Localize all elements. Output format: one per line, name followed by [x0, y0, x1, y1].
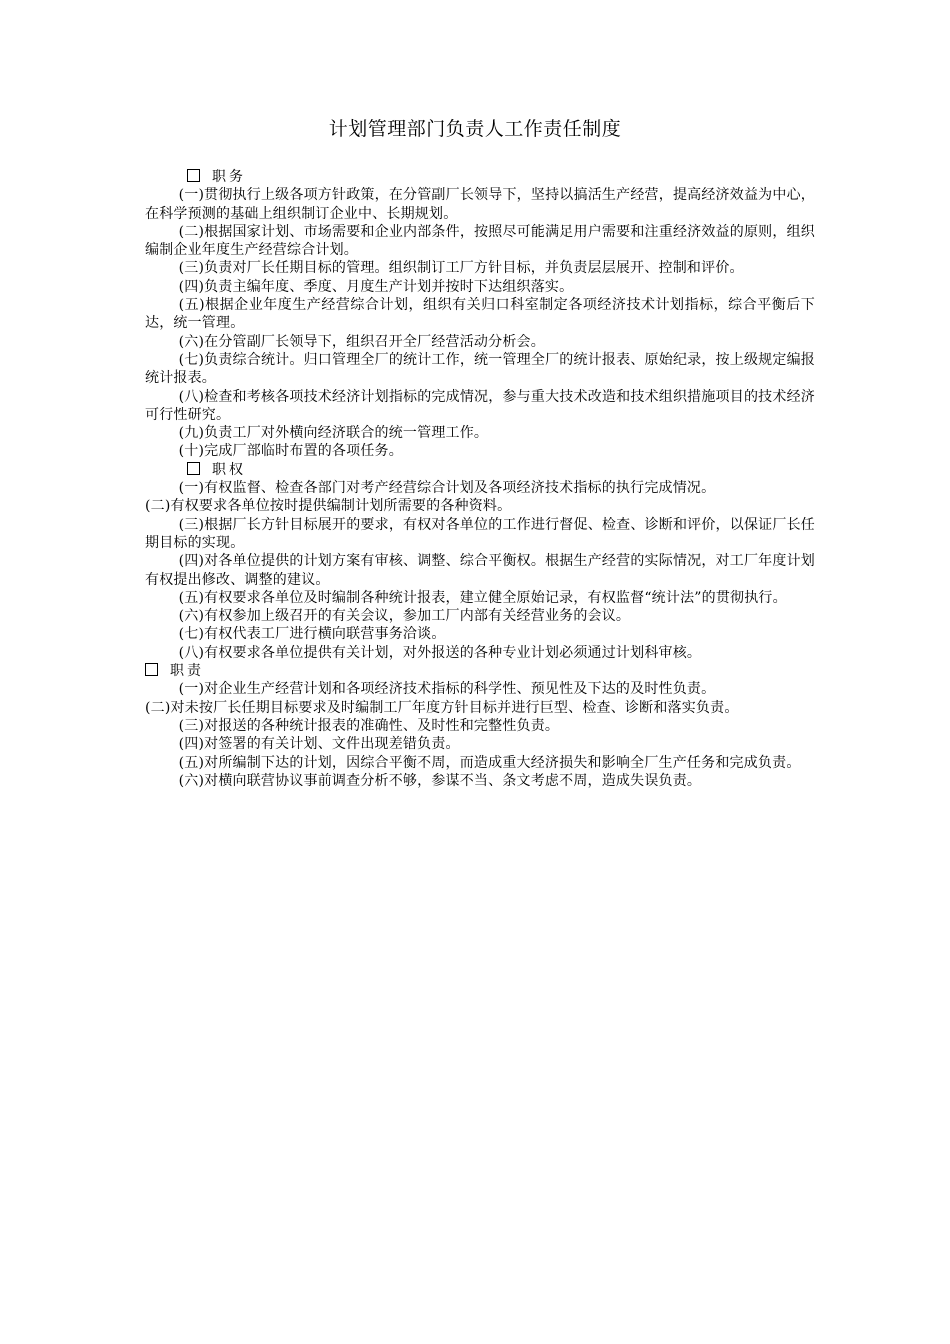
- checkbox-square-icon: [187, 169, 200, 182]
- paragraph-item: (八)检查和考核各项技术经济计划指标的完成情况，参与重大技术改造和技术组织措施项目的技术经济可行性研究。: [145, 388, 815, 423]
- paragraph-item: (四)对各单位提供的计划方案有审核、调整、综合平衡权。根据生产经营的实际情况，对工厂年度计划有权提出修改、调整的建议。: [145, 553, 815, 588]
- section-heading-responsibilities: [145, 662, 815, 680]
- paragraph-item: (三)负责对厂长任期目标的管理。组织制订工厂方针目标，并负责层层展开、控制和评价。: [178, 260, 744, 277]
- paragraph-item: (五)对所编制下达的计划，因综合平衡不周，而造成重大经济损失和影响全厂生产任务和完成负责。: [178, 754, 801, 771]
- paragraph-item: (一)有权监督、检查各部门对考产经营综合计划及各项经济技术指标的执行完成情况。: [178, 480, 716, 497]
- section-responsibilities: [145, 662, 815, 790]
- paragraph-item: (六)对横向联营协议事前调查分析不够，参谋不当、条文考虑不周，造成失误负责。: [178, 772, 702, 789]
- paragraph-item: (五)有权要求各单位及时编制各种统计报表，建立健全原始记录，有权监督“统计法”的贯彻执行。: [178, 589, 787, 606]
- checkbox-square-icon: [145, 663, 158, 676]
- paragraph-item: (二)对未按厂长任期目标要求及时编制工厂年度方针目标并进行巨型、检查、诊断和落实负责。: [145, 699, 739, 716]
- paragraph-item: (六)在分管副厂长领导下，组织召开全厂经营活动分析会。: [178, 333, 545, 350]
- paragraph-item: (十)完成厂部临时布置的各项任务。: [178, 443, 403, 460]
- section-heading-text: 职责: [170, 663, 204, 680]
- document-body: [145, 168, 815, 790]
- paragraph-item: (八)有权要求各单位提供有关计划，对外报送的各种专业计划必须通过计划科审核。: [178, 644, 702, 661]
- section-heading-duties: [145, 168, 815, 186]
- checkbox-square-icon: [187, 462, 200, 475]
- paragraph-item: (一)贯彻执行上级各项方针政策，在分管副厂长领导下，坚持以搞活生产经营，提高经济效益为中心，在科学预测的基础上组织制订企业中、长期规划。: [145, 187, 815, 222]
- paragraph-item: (七)负责综合统计。归口管理全厂的统计工作，统一管理全厂的统计报表、原始纪录，按上级规定编报统计报表。: [145, 351, 815, 387]
- paragraph-item: (三)根据厂长方针目标展开的要求，有权对各单位的工作进行督促、检查、诊断和评价，以保证厂长任期目标的实现。: [145, 516, 815, 551]
- section-heading-powers: [145, 461, 815, 479]
- document-title: 计划管理部门负责人工作责任制度: [328, 118, 622, 140]
- section-heading-text: 职权: [212, 461, 246, 478]
- section-powers: [145, 461, 815, 662]
- paragraph-item: (七)有权代表工厂进行横向联营事务洽谈。: [178, 626, 446, 643]
- section-heading-text: 职务: [212, 169, 246, 185]
- paragraph-item: (六)有权参加上级召开的有关会议，参加工厂内部有关经营业务的会议。: [178, 608, 631, 625]
- paragraph-item: (一)对企业生产经营计划和各项经济技术指标的科学性、预见性及下达的及时性负责。: [178, 681, 716, 698]
- paragraph-item: (二)有权要求各单位按时提供编制计划所需要的各种资料。: [145, 498, 512, 515]
- paragraph-item: (五)根据企业年度生产经营综合计划，组织有关归口科室制定各项经济技术计划指标，综合平衡后下达，统一管理。: [145, 297, 815, 332]
- paragraph-item: (四)对签署的有关计划、文件出现差错负责。: [178, 736, 460, 753]
- paragraph-item: (三)对报送的各种统计报表的准确性、及时性和完整性负责。: [178, 717, 560, 734]
- paragraph-item: (四)负责主编年度、季度、月度生产计划并按时下达组织落实。: [178, 278, 574, 295]
- paragraph-item: (二)根据国家计划、市场需要和企业内部条件，按照尽可能满足用户需要和注重经济效益的原则，组织编制企业年度生产经营综合计划。: [145, 223, 815, 259]
- section-duties: [145, 168, 815, 461]
- paragraph-item: (九)负责工厂对外横向经济联合的统一管理工作。: [178, 425, 489, 442]
